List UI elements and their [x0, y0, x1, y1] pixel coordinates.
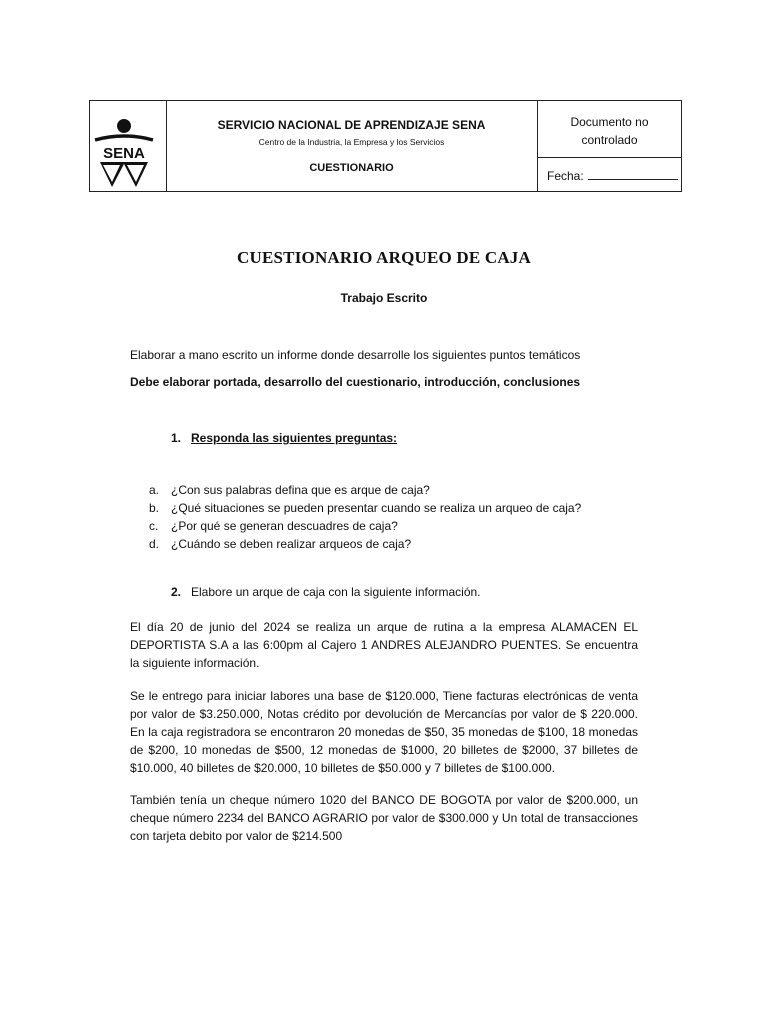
page-subtitle: Trabajo Escrito — [340, 291, 428, 305]
doc-type: CUESTIONARIO — [309, 162, 394, 174]
header-table — [89, 100, 682, 192]
question-text: ¿Cuándo se deben realizar arqueos de caja? — [171, 537, 412, 551]
control-cell — [538, 101, 681, 158]
question-text: ¿Qué situaciones se pueden presentar cuando se realiza un arqueo de caja? — [171, 501, 582, 515]
section-2-number: 2. — [171, 585, 182, 599]
question-letter: a. — [149, 483, 160, 497]
date-cell — [538, 158, 681, 191]
section-1-heading — [171, 431, 397, 445]
list-item — [149, 499, 581, 517]
list-item — [149, 535, 581, 553]
org-cell — [166, 101, 538, 191]
question-letter: b. — [149, 501, 160, 515]
question-text: ¿Con sus palabras defina que es arque de caja? — [171, 483, 430, 497]
list-item — [149, 517, 581, 535]
question-list — [149, 481, 581, 553]
date-label: Fecha: — [547, 169, 584, 183]
org-name: SERVICIO NACIONAL DE APRENDIZAJE SENA — [217, 118, 486, 132]
section-1-label: Responda las siguientes preguntas: — [191, 431, 398, 445]
paragraph-cash-details: Se le entrego para iniciar labores una base de $120.000, Tiene facturas electrónicas de venta por valor de $3.250.000, Notas crédito por devolución de Mercancías por valor de $ 220.000. En la caja registradora se encontraron 20 monedas de $50, 35 monedas de $100, 18 monedas de $200, 10 monedas de $500, 12 monedas de $1000, 20 billetes de $2000, 37 billetes de $10.000, 40 billetes de $20.000, 10 billetes de $50.000 y 7 billetes de $100.000. — [130, 689, 638, 775]
control-line-1: Documento no — [570, 115, 649, 129]
date-blank-line — [588, 169, 678, 180]
section-1-number: 1. — [171, 431, 182, 445]
logo-text: SENA — [103, 145, 145, 162]
page-title: CUESTIONARIO ARQUEO DE CAJA — [237, 248, 531, 267]
org-subtitle: Centro de la Industria, la Empresa y los Servicios — [258, 137, 445, 147]
logo-cell — [90, 101, 167, 191]
question-text: ¿Por qué se generan descuadres de caja? — [171, 519, 398, 533]
sena-logo — [90, 101, 166, 191]
list-item — [149, 481, 581, 499]
paragraph-cheques: También tenía un cheque número 1020 del BANCO DE BOGOTA por valor de $200.000, un cheque número 2234 del BANCO AGRARIO por valor de $300.000 y Un total de transacciones con tarjeta debito por valor de $214.500 — [130, 793, 638, 843]
paragraph-case-intro: El día 20 de junio del 2024 se realiza un arque de rutina a la empresa ALAMACEN EL DEPORTISTA S.A a las 6:00pm al Cajero 1 ANDRES ALEJANDRO PUENTES. Se encuentra la siguiente información. — [130, 620, 638, 670]
intro-text: Elaborar a mano escrito un informe donde desarrolle los siguientes puntos temáticos — [130, 348, 581, 362]
control-line-2: controlado — [581, 133, 638, 147]
question-letter: d. — [149, 537, 160, 551]
section-2-heading — [171, 585, 481, 599]
intro-bold-text: Debe elaborar portada, desarrollo del cuestionario, introducción, conclusiones — [130, 375, 581, 389]
section-2-label: Elabore un arque de caja con la siguiente información. — [191, 585, 481, 599]
question-letter: c. — [149, 519, 159, 533]
